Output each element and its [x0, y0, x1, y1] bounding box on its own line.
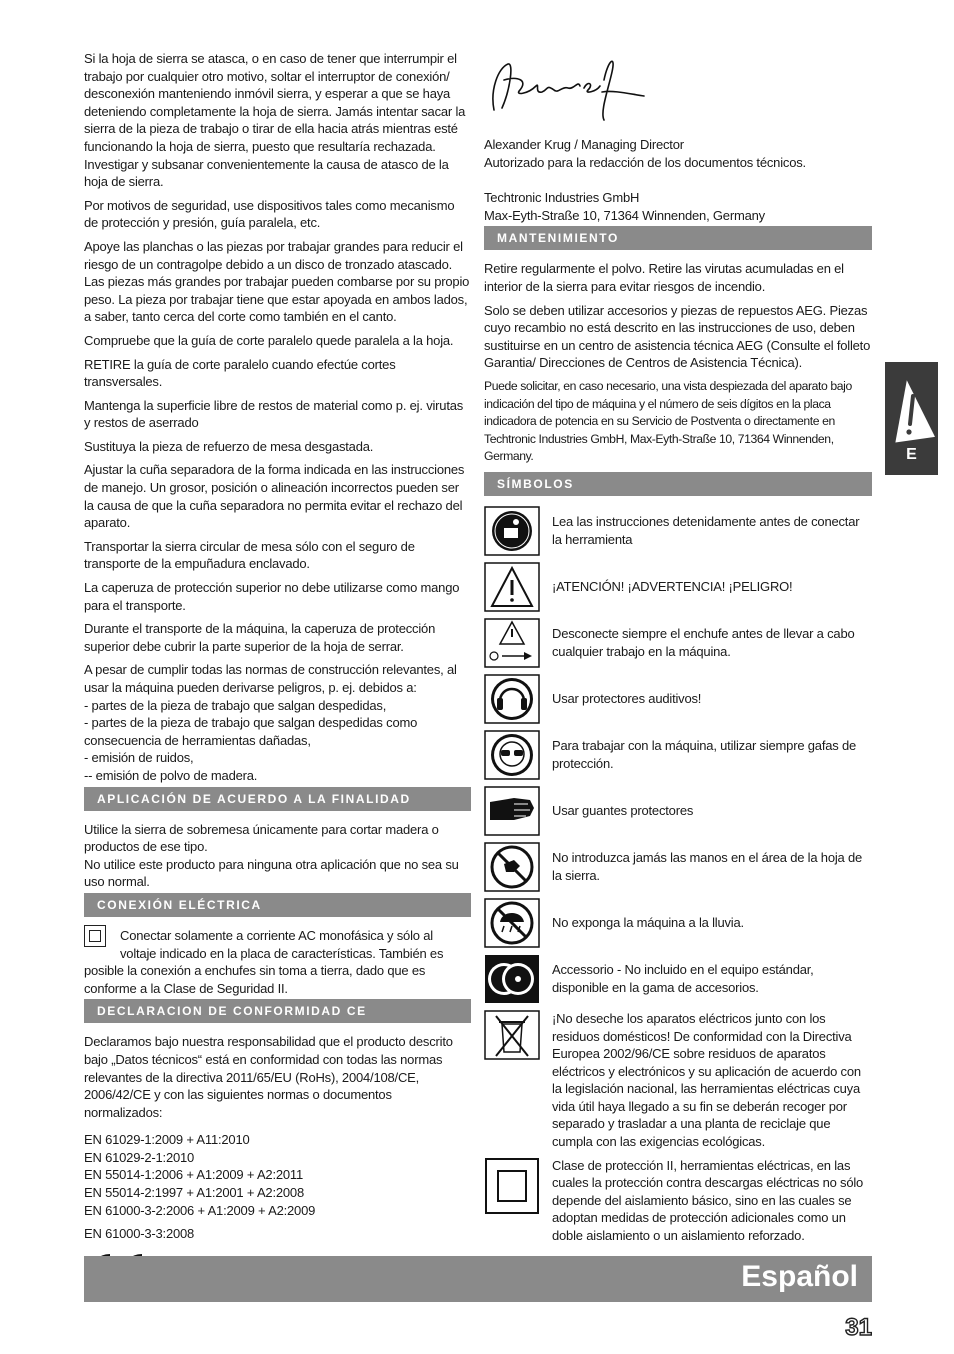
symbol-row	[484, 898, 872, 948]
class-ii-small-icon	[84, 925, 106, 947]
standards-list: EN 61029-1:2009 + A11:2010 EN 61029-2-1:2010 EN 55014-1:2006 + A1:2009 + A2:2011 EN 55014-2:1997 + A1:2001 + A2:2008 EN 61000-3-2:2006 + A1:2009 + A2:2009	[84, 1132, 316, 1218]
class-ii-icon	[484, 1157, 540, 1217]
paragraph: RETIRE la guía de corte paralelo cuando efectúe cortes transversales.	[84, 356, 396, 390]
symbol-text: ¡No deseche los aparatos eléctricos junto con los residuos domésticos! De conformidad con la Directiva Europea 2002/96/CE sobre residuos de aparatos eléctricos y electrónicos y su aplicación de acuerdo con la legislación nacional, las herramientas eléctricas cuya vida útil haya llegado a su fin se deberán recoger por separado y trasladar a una planta de reciclaje que cumpla con las exigencias ecológicas.	[552, 1010, 861, 1150]
signatory: Alexander Krug / Managing Director Autorizado para la redacción de los documentos técnicos.	[484, 137, 806, 170]
symbol-text: Desconecte siempre el enchufe antes de llevar a cabo cualquier trabajo en la máquina.	[552, 626, 855, 659]
symbol-row	[484, 674, 872, 724]
symbol-text: Clase de protección II, herramientas eléctricas, en las cuales la protección contra descargas eléctricas no sólo depende del aislamiento básico, sino en las cuales se adoptan medidas de protección adicionales como un doble aislamiento o un aislamiento reforzado.	[552, 1157, 864, 1244]
symbol-row	[484, 786, 872, 836]
footer-language-bar	[84, 1256, 872, 1302]
page-number: 31	[845, 1314, 872, 1341]
symbol-row	[484, 1010, 872, 1151]
standard-last: EN 61000-3-3:2008	[84, 1226, 195, 1242]
section-header-mantenimiento: MANTENIMIENTO	[484, 226, 872, 250]
symbol-text: Accessorio - No incluido en el equipo estándar, disponible en la gama de accesorios.	[552, 962, 814, 995]
paragraph: Ajustar la cuña separadora de la forma indicada en las instrucciones de manejo. Un grosor, posición o alineación incorrectos pueden ser la causa de que la cuña separadora no permita evitar el rechazo del aparato.	[84, 462, 465, 531]
left-column	[84, 50, 471, 1299]
paragraph: Por motivos de seguridad, use dispositivos tales como mecanismo de protección y presión, guía paralela, etc.	[84, 197, 455, 231]
no-rain-icon	[484, 898, 540, 948]
symbol-row	[484, 730, 872, 780]
section-header-simbolos: SÍMBOLOS	[484, 472, 872, 496]
read-manual-icon	[484, 506, 540, 556]
symbol-text: Lea las instrucciones detenidamente antes de conectar la herramienta	[552, 514, 860, 547]
symbol-row	[484, 842, 872, 892]
symbol-text: No exponga la máquina a la lluvia.	[552, 915, 744, 931]
paragraph: La caperuza de protección superior no debe utilizarse como mango para el transporte.	[84, 580, 460, 613]
symbol-text: ¡ATENCIÓN! ¡ADVERTENCIA! ¡PELIGRO!	[552, 579, 793, 595]
section-header-conexion: CONEXIÓN ELÉCTRICA	[84, 893, 471, 917]
symbol-row	[484, 618, 872, 668]
accessory-icon	[484, 954, 540, 1004]
right-column	[484, 136, 872, 1251]
safety-goggles-icon	[484, 730, 540, 780]
warning-triangle-icon	[484, 562, 540, 612]
aplicacion-text: Utilice la sierra de sobremesa únicamente para cortar madera o productos de ese tipo. No utilice este producto para ninguna otra aplicación que no sea su uso normal.	[84, 821, 459, 890]
declaracion-text: Declaramos bajo nuestra responsabilidad que el producto descrito bajo „Datos técnicos“ está en conformidad con todas las normas relevantes de la directiva 2011/65/EU (RoHs), 2004/108/CE, 2006/42/CE y con las siguientes normas o documentos normalizados:	[84, 1034, 453, 1120]
paragraph: Transportar la sierra circular de mesa sólo con el seguro de transporte de la empuñadura enclavado.	[84, 538, 415, 572]
maintenance-paragraph: Retire regularmente el polvo. Retire las virutas acumuladas en el interior de la sierra para evitar riesgos de incendio.	[484, 261, 844, 294]
symbol-text: Usar guantes protectores	[552, 803, 694, 819]
language-side-tab	[885, 362, 938, 475]
paragraph: Si la hoja de sierra se atasca, o en caso de tener que interrumpir el trabajo por cualquier otro motivo, soltar el interruptor de conexión/ desconexión manteniendo inmóvil sierra, y esperar a que se haya deteniendo completamente la hoja de sierra. Jamás intentar sacar la sierra de la pieza de trabajo o tirar de ella hacia atrás mientras esté funcionando la hoja de sierra, puesto que resultaría rechazada. Investigar y subsanar convenientemente la causa de atasco de la hoja de sierra.	[84, 51, 466, 190]
symbol-row	[484, 506, 872, 556]
paragraph: Mantenga la superficie libre de restos de material como p. ej. virutas y restos de aserrado	[84, 397, 464, 431]
weee-bin-icon	[484, 1010, 540, 1060]
symbol-row	[484, 1157, 872, 1245]
language-letter: E	[906, 446, 917, 463]
paragraph: Compruebe que la guía de corte paralelo quede paralela a la hoja.	[84, 332, 454, 348]
symbol-row	[484, 562, 872, 612]
company-address: Techtronic Industries GmbH Max-Eyth-Straße 10, 71364 Winnenden, Germany	[484, 190, 765, 223]
conexion-text: Conectar solamente a corriente AC monofásica y sólo al voltaje indicado en la placa de características. También es posible la conexión a enchufes sin toma a tierra, dado que es conforme a la Clase de Seguridad II.	[84, 927, 444, 996]
symbol-text: Usar protectores auditivos!	[552, 691, 702, 707]
symbol-row	[484, 954, 872, 1004]
paragraph: Durante el transporte de la máquina, la caperuza de protección superior debe cubrir la parte superior de la hoja de serrar.	[84, 621, 436, 654]
section-header-declaracion: DECLARACION DE CONFORMIDAD CE	[84, 999, 471, 1023]
section-header-aplicacion: APLICACIÓN DE ACUERDO A LA FINALIDAD	[84, 787, 471, 811]
ear-protection-icon	[484, 674, 540, 724]
unplug-warning-icon	[484, 618, 540, 668]
warning-exclamation-icon	[885, 366, 938, 446]
symbol-text: No introduzca jamás las manos en el área de la hoja de la sierra.	[552, 850, 863, 883]
residual-risks-paragraph: A pesar de cumplir todas las normas de construcción relevantes, al usar la máquina pueden derivarse peligros, p. ej. debidos a: - partes de la pieza de trabajo que salgan despedidas, - partes de la pieza de trabajo que salgan despedidas como consecuencia de herramientas dañadas, - emisión de ruidos, -- emisión de polvo de madera.	[84, 662, 457, 783]
maintenance-paragraph: Puede solicitar, en caso necesario, una vista despiezada del aparato bajo indicación del tipo de máquina y el número de seis dígitos en la placa indicadora de potencia en su Servicio de Postventa o directamente en Techtronic Industries GmbH, Max-Eyth-Straße 10, 71364 Winnenden, Germany.	[484, 378, 852, 464]
signature	[484, 50, 654, 125]
maintenance-paragraph: Solo se deben utilizar accesorios y piezas de repuestos AEG. Piezas cuyo recambio no está descrito en las instrucciones de uso, deben sustituirse en un centro de asistencia técnica AEG (Consulte el folleto Garantia/ Direcciones de Centros de Asistencia Técnica).	[484, 302, 871, 371]
paragraph: Sustituya la pieza de refuerzo de mesa desgastada.	[84, 438, 374, 454]
no-hands-icon	[484, 842, 540, 892]
footer-language: Español	[741, 1260, 858, 1293]
paragraph: Apoye las planchas o las piezas por trabajar grandes para reducir el riesgo de un contragolpe debido a un disco de tronzado atascado. Las piezas más grandes por trabajar pueden combarse por su propio peso. La pieza por trabajar tiene que estar apoyada en ambos lados, a saber, tanto cerca del corte como también en el canto.	[84, 238, 470, 325]
symbol-text: Para trabajar con la máquina, utilizar siempre gafas de protección.	[552, 738, 857, 771]
gloves-icon	[484, 786, 540, 836]
